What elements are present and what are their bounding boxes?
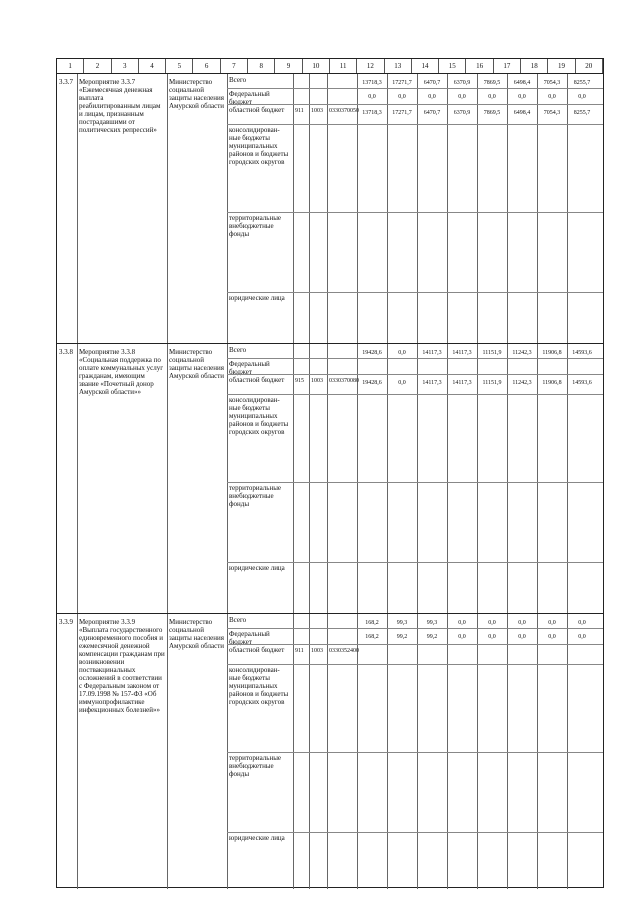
budget-code: 1003 [311, 378, 323, 384]
value-cell: 0,0 [518, 620, 526, 626]
value-cell: 0,0 [398, 380, 406, 386]
value-cell: 0,0 [368, 94, 376, 100]
budget-code: 1003 [311, 648, 323, 654]
table-row [57, 73, 603, 343]
column-number: 9 [275, 59, 302, 73]
table-row [57, 613, 603, 889]
value-cell: 14593,6 [572, 350, 592, 356]
column-number-row [57, 59, 603, 74]
value-cell: 7054,3 [543, 110, 561, 116]
value-cell: 0,0 [488, 94, 496, 100]
column-number: 14 [412, 59, 439, 73]
value-cell: 0,0 [428, 94, 436, 100]
value-cell: 6370,9 [453, 80, 471, 86]
value-cell: 11906,8 [542, 350, 562, 356]
value-cell: 19428,6 [362, 380, 382, 386]
row-number: 3.3.9 [59, 618, 73, 626]
value-cell: 99,3 [396, 620, 408, 626]
column-number: 12 [357, 59, 384, 73]
funding-source: юридические лица [229, 834, 285, 842]
funding-source: консолидирован-ные бюджеты муниципальных районов и бюджеты городских округов [229, 126, 291, 166]
funding-source: консолидирован-ные бюджеты муниципальных районов и бюджеты городских округов [229, 396, 291, 436]
funding-source: Всего [229, 346, 247, 354]
table-body [57, 73, 603, 887]
value-cell: 14117,3 [422, 350, 442, 356]
column-number: 4 [139, 59, 166, 73]
value-cell: 99,2 [396, 634, 408, 640]
column-number: 8 [248, 59, 275, 73]
funding-source: Федеральный бюджет [229, 90, 272, 106]
column-number: 18 [521, 59, 548, 73]
value-cell: 0,0 [458, 94, 466, 100]
executor: Министерство социальной защиты населения Амурской области [169, 618, 226, 650]
value-cell: 17271,7 [392, 110, 412, 116]
value-cell: 7054,3 [543, 80, 561, 86]
budget-code: 911 [295, 108, 304, 114]
value-cell: 19428,6 [362, 350, 382, 356]
funding-source: Всего [229, 616, 247, 624]
budget-table [56, 58, 604, 888]
value-cell: 6470,7 [423, 80, 441, 86]
value-cell: 0,0 [458, 634, 466, 640]
value-cell: 0,0 [488, 634, 496, 640]
value-cell: 13718,3 [362, 110, 382, 116]
executor: Министерство социальной защиты населения Амурской области [169, 348, 226, 380]
budget-code: 1003 [311, 108, 323, 114]
column-number: 20 [576, 59, 603, 73]
column-number: 11 [330, 59, 357, 73]
measure-title: Мероприятие 3.3.9 «Выплата государственного единовременного пособия и ежемесячной денежной компенсации гражданам при возникновении поствакцинальных осложнений в соответствии с Федеральным законом от 17.09.1998 № 157-ФЗ «Об иммунопрофилактике инфекционных болезней»» [79, 618, 167, 714]
value-cell: 6370,9 [453, 110, 471, 116]
value-cell: 14117,3 [452, 380, 472, 386]
value-cell: 0,0 [548, 94, 556, 100]
column-number: 16 [466, 59, 493, 73]
value-cell: 168,2 [365, 620, 379, 626]
funding-source: консолидирован-ные бюджеты муниципальных районов и бюджеты городских округов [229, 666, 291, 706]
value-cell: 14117,3 [422, 380, 442, 386]
value-cell: 7869,5 [483, 110, 501, 116]
value-cell: 0,0 [398, 94, 406, 100]
column-number: 1 [57, 59, 84, 73]
funding-source: юридические лица [229, 564, 285, 572]
value-cell: 6498,4 [513, 110, 531, 116]
column-number: 5 [166, 59, 193, 73]
column-number: 13 [385, 59, 412, 73]
value-cell: 0,0 [458, 620, 466, 626]
column-number: 7 [221, 59, 248, 73]
column-number: 6 [193, 59, 220, 73]
column-number: 19 [548, 59, 575, 73]
measure-title: Мероприятие 3.3.7 «Ежемесячная денежная выплата реабилитированным лицам и лицам, признанным пострадавшими от политических репрессий» [79, 78, 163, 134]
measure-title: Мероприятие 3.3.8 «Социальная поддержка по оплате коммунальных услуг гражданам, имеющим звание «Почетный донор Амурской области»» [79, 348, 165, 396]
value-cell: 0,0 [398, 350, 406, 356]
value-cell: 11151,9 [482, 350, 502, 356]
column-number: 2 [84, 59, 111, 73]
funding-source: Всего [229, 76, 247, 84]
value-cell: 17271,7 [392, 80, 412, 86]
funding-source: областной бюджет [229, 376, 285, 384]
budget-code: 0330370050 [329, 108, 359, 114]
value-cell: 0,0 [548, 634, 556, 640]
column-number: 10 [303, 59, 330, 73]
funding-source: территориальные внебюджетные фонды [229, 484, 283, 508]
value-cell: 11242,3 [512, 350, 532, 356]
column-number: 15 [439, 59, 466, 73]
value-cell: 11242,3 [512, 380, 532, 386]
funding-source: Федеральный бюджет [229, 630, 272, 646]
funding-source: Федеральный бюджет [229, 360, 272, 376]
funding-source: территориальные внебюджетные фонды [229, 754, 283, 778]
budget-code: 0330352400 [329, 648, 359, 654]
value-cell: 14593,6 [572, 380, 592, 386]
value-cell: 8255,7 [573, 80, 591, 86]
value-cell: 0,0 [578, 634, 586, 640]
value-cell: 0,0 [518, 634, 526, 640]
column-number: 3 [112, 59, 139, 73]
executor: Министерство социальной защиты населения Амурской области [169, 78, 226, 110]
funding-source: юридические лица [229, 294, 285, 302]
value-cell: 8255,7 [573, 110, 591, 116]
funding-source: областной бюджет [229, 106, 285, 114]
value-cell: 7869,5 [483, 80, 501, 86]
value-cell: 6470,7 [423, 110, 441, 116]
value-cell: 0,0 [548, 620, 556, 626]
funding-source: областной бюджет [229, 646, 285, 654]
value-cell: 0,0 [578, 94, 586, 100]
value-cell: 168,2 [365, 634, 379, 640]
budget-code: 915 [295, 378, 304, 384]
column-number: 17 [494, 59, 521, 73]
value-cell: 99,3 [426, 620, 438, 626]
value-cell: 11906,8 [542, 380, 562, 386]
value-cell: 11151,9 [482, 380, 502, 386]
value-cell: 13718,3 [362, 80, 382, 86]
row-number: 3.3.7 [59, 78, 73, 86]
value-cell: 14117,3 [452, 350, 472, 356]
budget-code: 0330370080 [329, 378, 359, 384]
value-cell: 0,0 [578, 620, 586, 626]
table-row [57, 343, 603, 613]
value-cell: 6498,4 [513, 80, 531, 86]
value-cell: 99,2 [426, 634, 438, 640]
funding-source: территориальные внебюджетные фонды [229, 214, 283, 238]
row-number: 3.3.8 [59, 348, 73, 356]
value-cell: 0,0 [488, 620, 496, 626]
budget-code: 911 [295, 648, 304, 654]
value-cell: 0,0 [518, 94, 526, 100]
